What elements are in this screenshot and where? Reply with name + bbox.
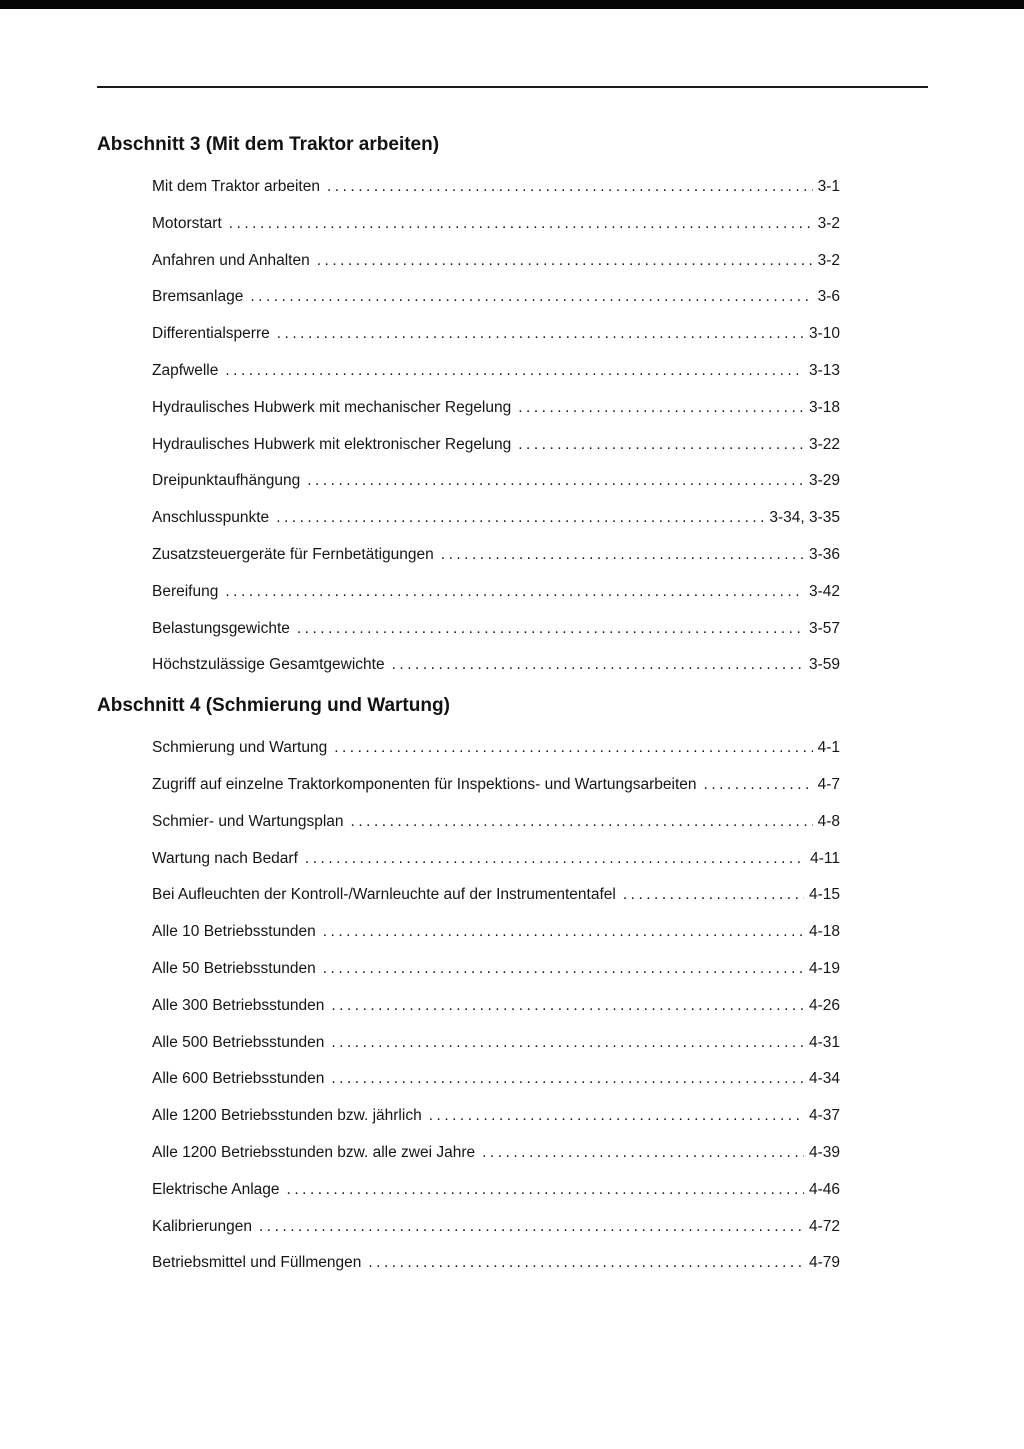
toc-entry (152, 546, 840, 583)
toc-entry-page: 4-1 (817, 739, 840, 757)
toc-entry-label: Alle 10 Betriebsstunden (152, 923, 316, 941)
toc-entry (152, 436, 840, 473)
toc-entry (152, 178, 840, 215)
toc-entry-page: 3-42 (808, 582, 840, 600)
toc-entry (152, 509, 840, 546)
toc-section (97, 695, 840, 1291)
leader-dots-icon (518, 436, 804, 454)
toc-entry-page: 4-79 (808, 1254, 840, 1272)
toc-entry-label: Alle 50 Betriebsstunden (152, 959, 316, 977)
toc-section (97, 134, 840, 693)
toc-entry-page: 4-34 (808, 1070, 840, 1088)
toc-entry (152, 362, 840, 399)
leader-dots-icon (351, 813, 813, 831)
toc-entry-page: 3-2 (817, 251, 840, 269)
toc-entry-label: Schmier- und Wartungsplan (152, 812, 344, 830)
toc-entry-label: Motorstart (152, 214, 222, 232)
toc-entry-label: Bereifung (152, 582, 219, 600)
toc-entry-page: 3-13 (808, 361, 840, 379)
toc-entry-page: 3-22 (808, 435, 840, 453)
toc-entry-label: Alle 1200 Betriebsstunden bzw. jährlich (152, 1107, 422, 1125)
leader-dots-icon (277, 325, 804, 343)
toc-entry-page: 3-34, 3-35 (769, 509, 840, 527)
toc-entry-page: 3-59 (808, 656, 840, 674)
entry-list (152, 178, 840, 693)
toc-entry (152, 886, 840, 923)
toc-entry-label: Anfahren und Anhalten (152, 251, 310, 269)
toc-entry-label: Betriebsmittel und Füllmengen (152, 1254, 362, 1272)
toc-entry (152, 1070, 840, 1107)
toc-entry-label: Differentialsperre (152, 325, 270, 343)
toc-entry-label: Zugriff auf einzelne Traktorkomponenten für Inspektions- und Wartungsarbeiten (152, 775, 697, 793)
leader-dots-icon (331, 1070, 804, 1088)
toc-entry-page: 4-8 (817, 812, 840, 830)
leader-dots-icon (276, 509, 764, 527)
toc-entry (152, 399, 840, 436)
leader-dots-icon (331, 1034, 804, 1052)
toc-entry-label: Alle 500 Betriebsstunden (152, 1033, 325, 1051)
toc-entry-page: 4-46 (808, 1180, 840, 1198)
toc-entry-label: Alle 600 Betriebsstunden (152, 1070, 325, 1088)
divider-rule (97, 86, 928, 88)
toc-entry-page: 3-2 (817, 214, 840, 232)
toc-entry-label: Hydraulisches Hubwerk mit elektronischer Regelung (152, 435, 512, 453)
leader-dots-icon (250, 288, 812, 306)
toc-entry-label: Kalibrierungen (152, 1217, 252, 1235)
toc-entry-label: Bremsanlage (152, 288, 244, 306)
toc-entry-label: Dreipunktaufhängung (152, 472, 301, 490)
leader-dots-icon (368, 1254, 804, 1272)
toc-entry-page: 4-18 (808, 923, 840, 941)
toc-entry (152, 1181, 840, 1218)
toc-entry (152, 1254, 840, 1291)
toc-entry-page: 4-19 (808, 959, 840, 977)
leader-dots-icon (327, 178, 813, 196)
toc-entry (152, 923, 840, 960)
toc-entry-label: Wartung nach Bedarf (152, 849, 298, 867)
toc-entry (152, 1218, 840, 1255)
toc-entry-page: 4-37 (808, 1107, 840, 1125)
entry-list (152, 739, 840, 1291)
leader-dots-icon (518, 399, 804, 417)
leader-dots-icon (317, 252, 813, 270)
toc-entry-label: Elektrische Anlage (152, 1180, 280, 1198)
leader-dots-icon (229, 215, 813, 233)
toc-entry-page: 4-15 (808, 886, 840, 904)
toc-entry-page: 3-29 (808, 472, 840, 490)
toc-entry-page: 4-7 (817, 775, 840, 793)
section-title: Abschnitt 4 (Schmierung und Wartung) (97, 695, 450, 717)
toc-entry (152, 776, 840, 813)
leader-dots-icon (331, 997, 804, 1015)
toc-entry (152, 288, 840, 325)
toc-entry-label: Höchstzulässige Gesamtgewichte (152, 656, 385, 674)
toc-entry (152, 472, 840, 509)
toc-entry-page: 3-6 (817, 288, 840, 306)
leader-dots-icon (429, 1107, 804, 1125)
leader-dots-icon (334, 739, 812, 757)
toc-entry (152, 813, 840, 850)
leader-dots-icon (441, 546, 804, 564)
leader-dots-icon (225, 362, 804, 380)
toc-entry (152, 1034, 840, 1071)
leader-dots-icon (392, 656, 804, 674)
toc-entry-page: 4-72 (808, 1217, 840, 1235)
leader-dots-icon (305, 850, 805, 868)
toc-entry-label: Zusatzsteuergeräte für Fernbetätigungen (152, 545, 434, 563)
toc-entry (152, 620, 840, 657)
toc-entry-label: Alle 300 Betriebsstunden (152, 996, 325, 1014)
toc-entry (152, 215, 840, 252)
toc-entry (152, 850, 840, 887)
top-edge-bar (0, 0, 1024, 9)
toc-entry-page: 3-57 (808, 619, 840, 637)
toc-entry-label: Hydraulisches Hubwerk mit mechanischer Regelung (152, 398, 512, 416)
leader-dots-icon (297, 620, 804, 638)
section-title: Abschnitt 3 (Mit dem Traktor arbeiten) (97, 134, 440, 155)
table-of-contents (97, 134, 840, 1291)
toc-entry-label: Belastungsgewichte (152, 619, 290, 637)
toc-entry-page: 3-1 (817, 178, 840, 195)
toc-entry (152, 1107, 840, 1144)
toc-entry-label: Bei Aufleuchten der Kontroll-/Warnleuchte auf der Instrumententafel (152, 886, 616, 904)
leader-dots-icon (704, 776, 813, 794)
leader-dots-icon (259, 1218, 804, 1236)
toc-entry (152, 656, 840, 693)
toc-entry-page: 4-31 (808, 1033, 840, 1051)
leader-dots-icon (287, 1181, 804, 1199)
toc-entry-page: 3-36 (808, 545, 840, 563)
leader-dots-icon (323, 923, 804, 941)
toc-entry-page: 4-11 (810, 849, 840, 867)
leader-dots-icon (225, 583, 804, 601)
toc-entry (152, 1144, 840, 1181)
toc-entry-label: Zapfwelle (152, 361, 219, 379)
toc-entry (152, 739, 840, 776)
toc-entry (152, 960, 840, 997)
leader-dots-icon (323, 960, 804, 978)
toc-entry-page: 3-18 (808, 398, 840, 416)
toc-entry-label: Anschlusspunkte (152, 509, 270, 527)
toc-entry-page: 3-10 (808, 325, 840, 343)
toc-entry (152, 583, 840, 620)
leader-dots-icon (482, 1144, 804, 1162)
toc-entry (152, 252, 840, 289)
toc-entry (152, 325, 840, 362)
toc-entry-label: Mit dem Traktor arbeiten (152, 178, 320, 195)
toc-entry-label: Alle 1200 Betriebsstunden bzw. alle zwei Jahre (152, 1143, 476, 1161)
toc-entry (152, 997, 840, 1034)
leader-dots-icon (623, 886, 804, 904)
leader-dots-icon (307, 472, 804, 490)
toc-entry-label: Schmierung und Wartung (152, 739, 328, 757)
toc-entry-page: 4-39 (808, 1143, 840, 1161)
toc-entry-page: 4-26 (808, 996, 840, 1014)
